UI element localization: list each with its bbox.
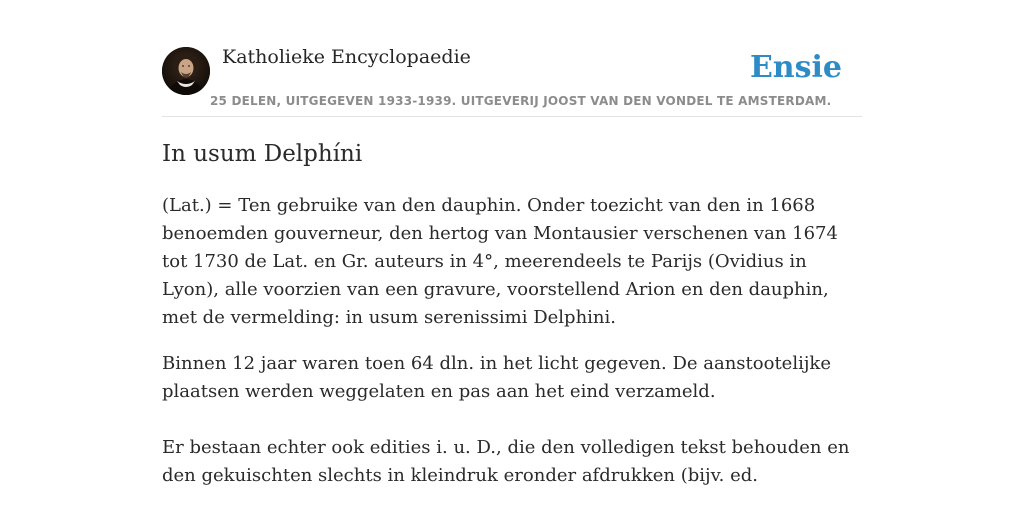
article-paragraph: Binnen 12 jaar waren toen 64 dln. in het licht gegeven. De aanstootelijke plaatsen werden weggelaten en pas aan het eind verzameld.	[162, 353, 831, 402]
source-portrait-avatar[interactable]	[162, 47, 210, 95]
page-title: In usum Delphíni	[162, 141, 363, 167]
article-paragraph: (Lat.) = Ten gebruike van den dauphin. Onder toezicht van den in 1668 benoemden gouverneur, den hertog van Montausier verschenen van 1674 tot 1730 de Lat. en Gr. auteurs in 4°, meerendeels te Parijs (Ovidius in Lyon), alle voorzien van een gravure, voorstellend Arion en den dauphin, met de vermelding: in usum serenissimi Delphini.	[162, 195, 838, 328]
source-title[interactable]: Katholieke Encyclopaedie	[222, 46, 471, 68]
portrait-image	[162, 47, 210, 95]
source-subtitle: 25 DELEN, UITGEGEVEN 1933-1939. UITGEVERIJ JOOST VAN DEN VONDEL TE AMSTERDAM.	[210, 94, 832, 108]
page-header	[162, 0, 862, 117]
article-paragraph: Er bestaan echter ook edities i. u. D., die den volledigen tekst behouden en den gekuischten slechts in kleindruk eronder afdrukken (bijv. ed.	[162, 437, 850, 486]
article	[162, 136, 868, 490]
brand-logo[interactable]: Ensie	[749, 50, 842, 85]
